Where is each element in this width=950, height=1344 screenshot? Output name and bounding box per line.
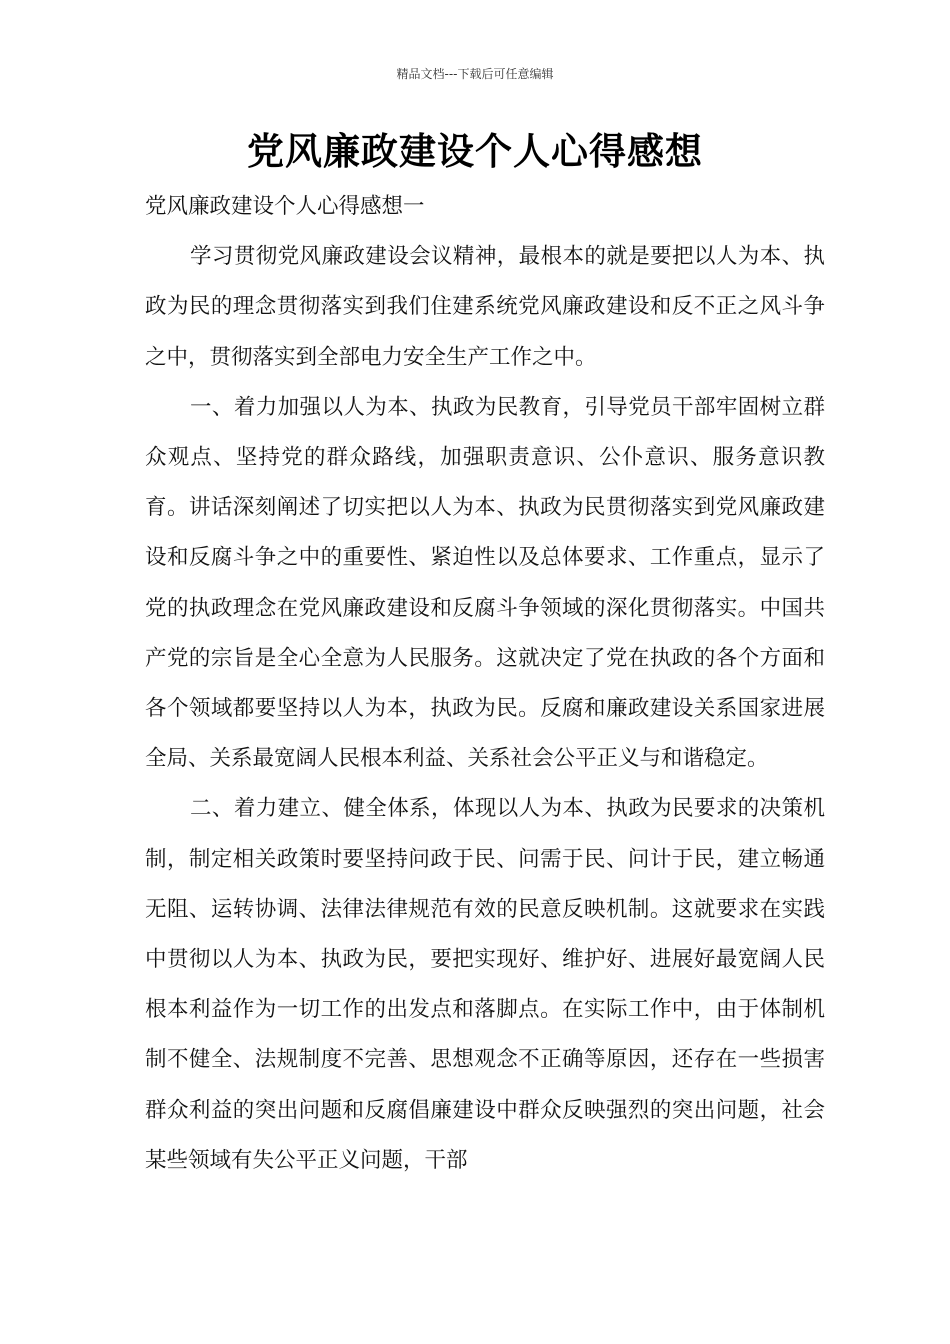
document-title: 党风廉政建设个人心得感想 <box>247 129 703 173</box>
document-body <box>145 182 825 1186</box>
paragraph-point-one: 一、着力加强以人为本、执政为民教育，引导党员干部牢固树立群众观点、坚持党的群众路线，加强职责意识、公仆意识、服务意识教育。讲话深刻阐述了切实把以人为本、执政为民贯彻落实到党风廉政建设和反腐斗争之中的重要性、紧迫性以及总体要求、工作重点，显示了党的执政理念在党风廉政建设和反腐斗争领域的深化贯彻落实。中国共产党的宗旨是全心全意为人民服务。这就决定了党在执政的各个方面和各个领域都要坚持以人为本，执政为民。反腐和廉政建设关系国家进展全局、关系最宽阔人民根本利益、关系社会公平正义与和谐稳定。 <box>145 394 825 772</box>
header-note: 精品文档---下载后可任意编辑 <box>396 67 554 81</box>
paragraph-intro: 学习贯彻党风廉政建设会议精神，最根本的就是要把以人为本、执政为民的理念贯彻落实到我们住建系统党风廉政建设和反不正之风斗争之中，贯彻落实到全部电力安全生产工作之中。 <box>145 244 825 370</box>
paragraph-point-two: 二、着力建立、健全体系，体现以人为本、执政为民要求的决策机制，制定相关政策时要坚持问政于民、问需于民、问计于民，建立畅通无阻、运转协调、法律法律规范有效的民意反映机制。这就要求在实践中贯彻以人为本、执政为民，要把实现好、维护好、进展好最宽阔人民根本利益作为一切工作的出发点和落脚点。在实际工作中，由于体制机制不健全、法规制度不完善、思想观念不正确等原因，还存在一些损害群众利益的突出问题和反腐倡廉建设中群众反映强烈的突出问题，社会某些领域有失公平正义问题，干部 <box>145 796 825 1173</box>
section-subtitle: 党风廉政建设个人心得感想一 <box>145 194 425 219</box>
